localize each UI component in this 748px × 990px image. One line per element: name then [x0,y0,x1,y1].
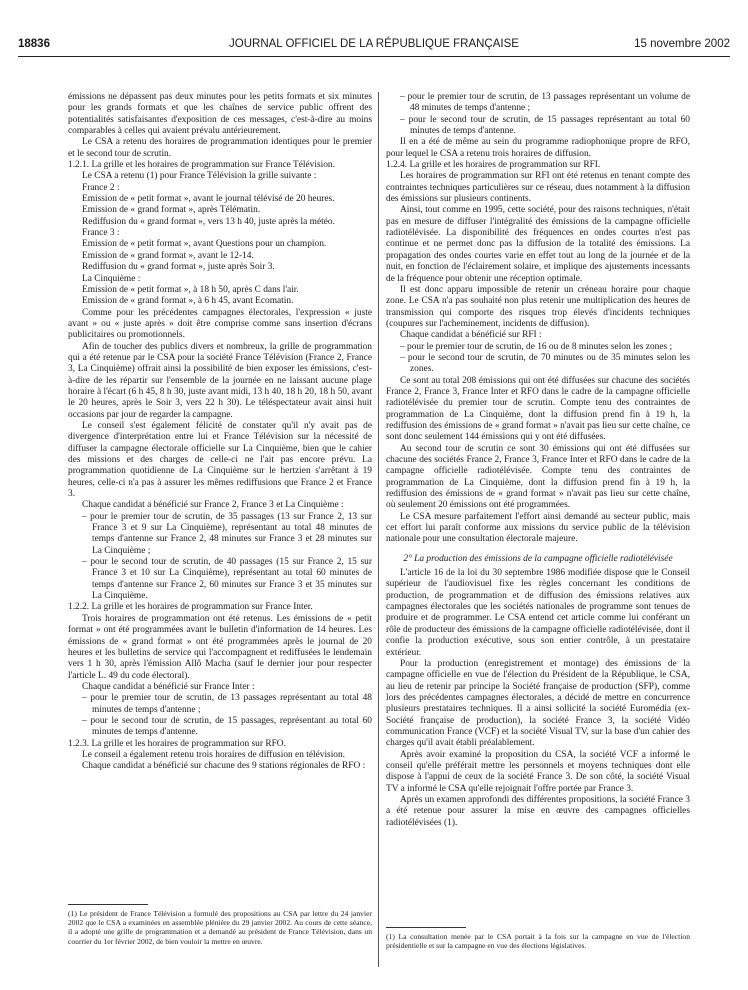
journal-title: JOURNAL OFFICIEL DE LA RÉPUBLIQUE FRANÇAISE [229,38,519,50]
left-column [68,92,372,773]
paragraph: – pour le premier tour de scrutin, de 35 passages (13 sur France 2, 13 sur France 3 et 9 sur La Cinquième), représentant au total 48 minutes de temps d'antenne sur France 2, 48 minutes sur France 3 et 28 minutes sur La Cinquième ; [82,511,372,556]
paragraph: Chaque candidat a bénéficié sur France Inter : [82,681,255,692]
paragraph: 2° La production des émissions de la campagne officielle radiotélévisée [403,553,673,564]
paragraph: Les horaires de programmation sur RFI ont été retenus en tenant compte des contraintes techniques particulières sur ce réseau, dues notamment à la diffusion des émissions sur plusieurs continents. [386,171,690,205]
footnote-left: (1) Le président de France Télévision a formulé des propositions au CSA par lettre du 24 janvier 2002 que le CSA a examinées en assemblée plénière du 29 janvier 2002. Au cours de cette séance, il a adopté une grille de programmation et a demandé au président de France Télévision, dans un courrier du 1er février 2002, de bien vouloir la mettre en œuvre. [68,909,372,946]
paragraph: Le CSA mesure parfaitement l'effort ainsi demandé au secteur public, mais cet effort lui paraît conforme aux missions du service public de la télévision nationale pour une consultation électorale majeure. [386,511,690,545]
paragraph: émissions ne dépassent pas deux minutes pour les petits formats et six minutes pour les grands formats et que les chaînes de service public offrent des potentialités satisfaisantes d'exposition de ces messages, c'est-à-dire au moins comparables à celles qui avaient prévalu antérieurement. [68,92,372,137]
paragraph: – pour le premier tour de scrutin, de 13 passages représentant un volume de 48 minutes de temps d'antenne ; [400,92,690,114]
footnote-rule-right [386,927,466,928]
paragraph: L'article 16 de la loi du 30 septembre 1986 modifiée dispose que le Conseil supérieur de l'audiovisuel fixe les règles concernant les conditions de production, de programmation et de diffusion des émissions relatives aux campagnes électorales que les sociétés nationales de programme sont tenues de produire et de programmer. Le CSA entend cet article comme lui conférant un rôle de producteur des émissions de la campagne officielle radiotélévisée, dont il confie la production exécutive, sous son entier contrôle, à un prestataire extérieur. [386,568,690,658]
paragraph: France 3 : [82,228,120,239]
paragraph: 1.2.3. La grille et les horaires de programmation sur RFO. [68,738,286,749]
paragraph: Rediffusion du « grand format », vers 13 h 40, juste après la météo. [82,216,335,227]
footnote-rule-left [68,904,148,905]
page-header [18,38,730,54]
paragraph: Trois horaires de programmation ont été retenus. Les émissions de « petit format » ont été programmées avant le bulletin d'information de 14 heures. Les émissions de « grand format » ont été programmées après le journal de 20 heures et les bulletins de service qui l'accompagnent et rediffusées le lendemain vers 1 h 30, après l'émission Allô Macha (sauf le dernier jour pour respecter l'article L. 49 du code électoral). [68,613,372,681]
paragraph: Rediffusion du « grand format », juste après Soir 3. [82,262,275,273]
paragraph: Emission de « petit format », avant Questions pour un champion. [82,239,327,250]
paragraph: Emission de « petit format », à 18 h 50, après C dans l'air. [82,284,299,295]
paragraph: Le conseil a également retenu trois horaires de diffusion en télévision. [82,749,346,760]
paragraph: – pour le second tour de scrutin, de 40 passages (15 sur France 2, 15 sur France 3 et 10 sur La Cinquième), représentant au total 60 minutes de temps d'antenne sur France 2, 60 minutes sur France 3 et 35 minutes sur La Cinquième. [82,557,372,602]
paragraph: Le conseil s'est également félicité de constater qu'il n'y avait pas de divergence d'interprétation entre lui et France Télévision sur la nécessité de diffuser la campagne électorale officielle sur La Cinquième, bien que le cahier des missions et des charges de celle-ci ne l'ait pas encore prévu. La programmation quotidienne de La Cinquième sur le hertzien s'arrêtant à 19 heures, celle-ci n'a pas à assurer les mêmes rediffusions que France 2 et France 3. [68,420,372,500]
paragraph: – pour le second tour de scrutin, de 15 passages représentant au total 60 minutes de temps d'antenne. [400,114,690,137]
paragraph: – pour le second tour de scrutin, de 70 minutes ou de 35 minutes selon les zones. [400,352,690,375]
paragraph: – pour le premier tour de scrutin, de 13 passages représentant au total 48 minutes de temps d'antenne ; [82,693,372,715]
page-number: 18836 [18,38,50,50]
paragraph: 1.2.4. La grille et les horaires de programmation sur RFI. [386,160,601,171]
paragraph: 1.2.2. La grille et les horaires de programmation sur France Inter. [68,602,313,613]
paragraph: La Cinquième : [82,273,141,284]
paragraph: Il est donc apparu impossible de retenir un créneau horaire pour chaque zone. Le CSA n'a pas souhaité non plus retenir une multiplication des heures de transmission qui comporte des risques trop élevés d'incidents techniques (coupures sur l'acheminement, incidents de diffusion). [386,284,690,329]
header-rule [18,56,730,57]
paragraph: France 2 : [82,182,120,193]
footnote-right: (1) La consultation menée par le CSA portait à la fois sur la campagne en vue de l'élection présidentielle et sur la campagne en vue des élections législatives. [386,932,690,951]
paragraph: Chaque candidat a bénéficié sur chacune des 9 stations régionales de RFO : [82,761,366,772]
paragraph: – pour le premier tour de scrutin, de 16 ou de 8 minutes selon les zones ; [400,341,673,352]
publication-date: 15 novembre 2002 [634,38,730,50]
right-column [386,92,690,829]
paragraph: Il en a été de même au sein du programme radiophonique propre de RFO, pour lequel le CSA a retenu trois horaires de diffusion. [386,137,690,159]
paragraph: Emission de « grand format », avant le 12-14. [82,250,254,261]
paragraph: Après un examen approfondi des différentes propositions, la société France 3 a été retenue pour assurer la mise en œuvre des campagnes officielles radiotélévisées (1). [386,794,690,828]
paragraph: Emission de « petit format », avant le journal télévisé de 20 heures. [82,194,335,205]
paragraph: Emission de « grand format », après Télématin. [82,205,261,216]
paragraph: Comme pour les précédentes campagnes électorales, l'expression « juste avant » ou « juste après » doit être comprise comme sans insertion d'écrans publicitaires ou promotionnels. [68,307,372,341]
column-divider [378,92,379,967]
paragraph: Chaque candidat a bénéficié sur France 2, France 3 et La Cinquième : [82,500,344,511]
paragraph: Ce sont au total 208 émissions qui ont été diffusées sur chacune des sociétés France 2, France 3, France Inter et RFO dans le cadre de la campagne officielle radiotélévisée du premier tour de scrutin. Compte tenu des contraintes de programmation de La Cinquième, dont la diffusion prend fin à 19 h, la rediffusion des émissions de « grand format » n'avait pas lieu sur cette chaîne, ce sont donc seulement 144 émissions qui y ont été diffusées. [386,375,690,443]
paragraph: Au second tour de scrutin ce sont 30 émissions qui ont été diffusées sur chacune des sociétés France 2, France 3, France Inter et RFO dans le cadre de la campagne officielle radiotélévisée. Compte tenu des contraintes de programmation de La Cinquième, dont la diffusion prend fin à 19 h, la rediffusion des émissions de « grand format » n'avait pas lieu sur cette chaîne, où seulement 20 émissions ont été programmées. [386,443,690,511]
paragraph: 1.2.1. La grille et les horaires de programmation sur France Télévision. [68,160,335,171]
paragraph: Le CSA a retenu (1) pour France Télévision la grille suivante : [82,171,317,182]
paragraph: Pour la production (enregistrement et montage) des émissions de la campagne officielle en vue de l'élection du Président de la République, le CSA, au lieu de retenir par principe la Société française de production (SFP), comme lors des précédentes campagnes électorales, a décidé de mettre en concurrence plusieurs prestataires techniques. Il a ainsi sollicité la société Euromédia (ex-Société française de production), la société France 3, la société Vidéo communication France (VCF) et la société Visual TV, sur la base d'un cahier des charges qu'il avait établi préalablement. [386,658,690,749]
paragraph: Afin de toucher des publics divers et nombreux, la grille de programmation qui a été retenue par le CSA pour la société France Télévision (France 2, France 3, La Cinquième) offrait ainsi la possibilité de bien exposer les émissions, c'est-à-dire de les répartir sur l'ensemble de la journée en ne laissant aucune plage horaire à l'écart (6 h 45, 8 h 30, juste avant midi, 13 h 40, 18 h 20, 18 h 50, avant le 20 heures, après le Soir 3, vers 22 h 30). Le téléspectateur avait ainsi huit occasions par jour de regarder la campagne. [68,341,372,420]
paragraph: Après avoir examiné la proposition du CSA, la société VCF a informé le conseil qu'elle préférait mettre les personnels et moyens techniques dont elle dispose à l'appui de ceux de la société France 3. De son côté, la société Visual TV a informé le CSA qu'elle rejoignait l'offre portée par France 3. [386,749,690,794]
paragraph: Emission de « grand format », à 6 h 45, avant Ecomatin. [82,296,294,307]
paragraph: Chaque candidat a bénéficié sur RFI : [400,330,542,341]
paragraph: Le CSA a retenu des horaires de programmation identiques pour le premier et le second tour de scrutin. [68,137,372,159]
paragraph: – pour le second tour de scrutin, de 15 passages, représentant au total 60 minutes de temps d'antenne. [82,715,372,738]
paragraph: Ainsi, tout comme en 1995, cette société, pour des raisons techniques, n'était pas en mesure de diffuser l'intégralité des émissions de la campagne officielle radiotélévisée. La disponibilité des fréquences en ondes courtes n'est pas continue et ne permet donc pas la diffusion de la totalité des émissions. La propagation des ondes courtes varie en effet tout au long de la journée et de la nuit, en fonction de l'éclairement solaire, et implique des ajustements incessants de la fréquence pour obtenir une réception optimale. [386,205,690,284]
